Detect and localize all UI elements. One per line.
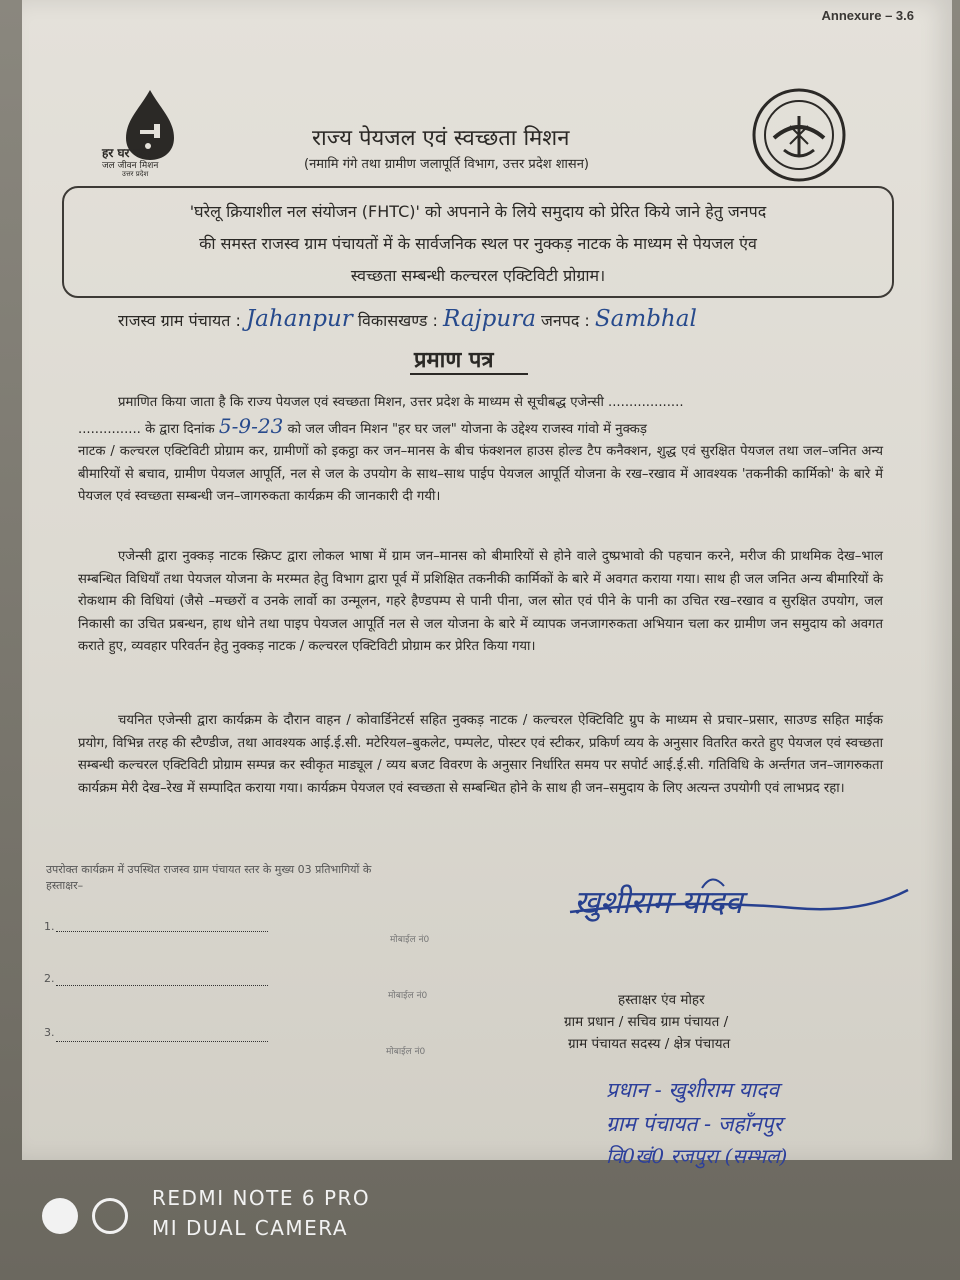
para1-rest: नाटक / कल्चरल एक्टिविटी प्रोग्राम कर, ग्रामीणों को इकट्ठा कर जन–मानस के बीच फंक्शनल हाउस होल्ड टैप कनैक्शन, शुद्ध एवं सुरक्षित पेयजल तथा जल–जनित अन्य बीमारियों से बचाव, ग्रामीण पेयजल आपूर्ति, नल से जल के उपयोग के साथ–साथ पाईप पेयजल आपूर्ति योजना के रख–रखाव में आवश्यक 'तकनीकी कार्मिको' के बारे में पेयजल एवं स्वच्छता सम्बन्धी जन–जागरुकता कार्यक्रम की जानकारी दी गयी।	[78, 444, 883, 504]
participant-2-mobile-label: मोबाईल नं0	[388, 991, 428, 1001]
header-title: राज्य पेयजल एवं स्वच्छता मिशन	[312, 126, 570, 151]
para1-line2-post: को जल जीवन मिशन "हर घर जल" योजना के उद्देश्य राजस्व गांवो में नुक्कड़	[287, 421, 647, 437]
box-line-1: 'घरेलू क्रियाशील नल संयोजन (FHTC)' को अपनाने के लिये समुदाय को प्रेरित किये जाने हेतु जनपद	[189, 202, 767, 221]
participants-intro-2: हस्ताक्षर–	[46, 879, 84, 892]
participant-2-signature-line	[56, 984, 268, 986]
watermark-model: REDMI NOTE 6 PRO	[152, 1186, 371, 1210]
stamp-line-3: वि0खं0 रजपुरा (सम्भल)	[606, 1144, 788, 1168]
pradhan-signature: ख़ुशीराम यादव	[574, 883, 743, 921]
location-fields	[118, 306, 697, 332]
logo-text-1: हर घर जल	[102, 146, 151, 160]
certificate-title-underline	[410, 373, 528, 375]
gram-panchayat-label: राजस्व ग्राम पंचायत :	[118, 311, 241, 330]
program-date: 5-9-23	[218, 413, 284, 438]
para1-line2	[78, 415, 883, 442]
para1-line2-pre: ............... के द्वारा दिनांक	[78, 421, 215, 437]
block-label: विकासखण्ड :	[357, 311, 438, 330]
box-line-2: की समस्त राजस्व ग्राम पंचायतों में के सार्वजनिक स्थल पर नुक्कड़ नाटक के माध्यम से पेयजल एंव	[199, 234, 757, 253]
program-title-box	[62, 186, 894, 298]
document-page	[22, 0, 952, 1168]
district-value: Sambhal	[594, 306, 697, 332]
signatory-designation-2: ग्राम पंचायत सदस्य / क्षेत्र पंचायत	[568, 1036, 731, 1052]
signatory-designation-1: ग्राम प्रधान / सचिव ग्राम पंचायत /	[564, 1014, 729, 1030]
certificate-title: प्रमाण पत्र	[414, 348, 494, 373]
participant-1-number: 1.	[44, 920, 55, 933]
participant-3-mobile-label: मोबाईल नं0	[386, 1047, 426, 1057]
participant-3-number: 3.	[44, 1026, 55, 1039]
up-state-emblem-icon	[750, 86, 848, 184]
paragraph-2: एजेन्सी द्वारा नुक्कड़ नाटक स्क्रिप्ट द्वारा लोकल भाषा में ग्राम जन–मानस को बीमारियों से होने वाले दुष्प्रभावो की पहचान करने, मरीज की प्राथमिक देख–भाल सम्बन्धित विधियाँ तथा पेयजल योजना के मरम्मत हेतु विभाग द्वारा पूर्व में प्रशिक्षित तकनीकी कार्मिकों के बारे में अवगत कराया गया। साथ ही जल जनित अन्य बीमारियों के रोकथाम की विधियां (जैसे –मच्छरों व उनके लार्वो का उन्मूलन, गहरे हैण्डपम्प से पानी पीना, जल स्रोत एवं पीने के पानी का उचित रख–रखाव व सुरक्षित उपयोग, जल निकासी का उचित प्रबन्धन, हाथ धोने तथा पाइप पेयजल आपूर्ति नल से जल योजना के बारे में व्यापक जनजागरुकता अभियान चला कर ग्रामीण जन समुदाय को अवगत कराते हुए, व्यवहार परिवर्तन हेतु नुक्कड़ नाटक / कल्चरल एक्टिविटी प्रोग्राम कर प्रेरित किया गया।	[78, 549, 883, 654]
stamp-line-1: प्रधान - खुशीराम यादव	[606, 1078, 780, 1102]
participant-1-signature-line	[56, 930, 268, 932]
logo-text-3: उत्तर प्रदेश	[122, 170, 149, 178]
block-value: Rajpura	[442, 306, 536, 332]
paragraph-1	[78, 392, 883, 509]
box-line-3: स्वच्छता सम्बन्धी कल्चरल एक्टिविटी प्रोग्राम।	[350, 266, 606, 285]
gram-panchayat-value: Jahanpur	[245, 306, 353, 332]
participant-1-mobile-label: मोबाईल नं0	[390, 935, 430, 945]
annexure-label: Annexure – 3.6	[821, 8, 914, 23]
para1-line1: प्रमाणित किया जाता है कि राज्य पेयजल एवं स्वच्छता मिशन, उत्तर प्रदेश के माध्यम से सूचीबद्ध एजेन्सी ..................	[118, 395, 684, 410]
district-label: जनपद :	[541, 311, 590, 330]
stamp-line-2: ग्राम पंचायत - जहाँनपुर	[606, 1112, 783, 1136]
camera-watermark-dot-icon	[42, 1198, 78, 1234]
sign-seal-label: हस्ताक्षर एंव मोहर	[618, 992, 705, 1008]
participant-2-number: 2.	[44, 972, 55, 985]
watermark-camera: MI DUAL CAMERA	[152, 1216, 349, 1240]
signature-flourish-icon	[562, 868, 922, 948]
paragraph-3: चयनित एजेन्सी द्वारा कार्यक्रम के दौरान वाहन / कोवार्डिनेटर्स सहित नुक्कड़ नाटक / कल्चरल ऐक्टिविटि ग्रुप के माध्यम से प्रचार–प्रसार, साउण्ड सहित माईक प्रयोग, विभिन्न तरह की स्टैण्डीज, तथा आवश्यक आई.ई.सी. मटेरियल–बुकलेट, पम्पलेट, पोस्टर एवं स्टीकर, प्रकिर्ण व्यय के अनुसार वितरित करते हुए पेयजल एवं स्वच्छता सम्बन्धी कल्चरल एक्टिविटी प्रोग्राम सम्पन्न कर स्वीकृत माड्यूल / व्यय बजट विवरण के अनुसार निर्धारित समय पर सपोर्ट आई.ई.सी. गतिविधि के अर्न्तगत जन–जागरुकता कार्यक्रम मेरी देख–रेख में सम्पादित कराया गया। कार्यक्रम पेयजल एवं स्वच्छता से सम्बन्धित होने के साथ ही जन–समुदाय के लिए अत्यन्त उपयोगी एवं लाभप्रद रहा।	[78, 713, 883, 796]
participant-3-signature-line	[56, 1040, 268, 1042]
logo-text-2: जल जीवन मिशन	[102, 161, 159, 171]
header-subtitle: (नमामि गंगे तथा ग्रामीण जलापूर्ति विभाग, उत्तर प्रदेश शासन)	[304, 157, 589, 172]
participants-intro-1: उपरोक्त कार्यक्रम में उपस्थित राजस्व ग्राम पंचायत स्तर के मुख्य 03 प्रतिभागियों के	[46, 863, 372, 876]
har-ghar-jal-logo-icon	[100, 86, 200, 186]
camera-watermark-ring-icon	[92, 1198, 128, 1234]
